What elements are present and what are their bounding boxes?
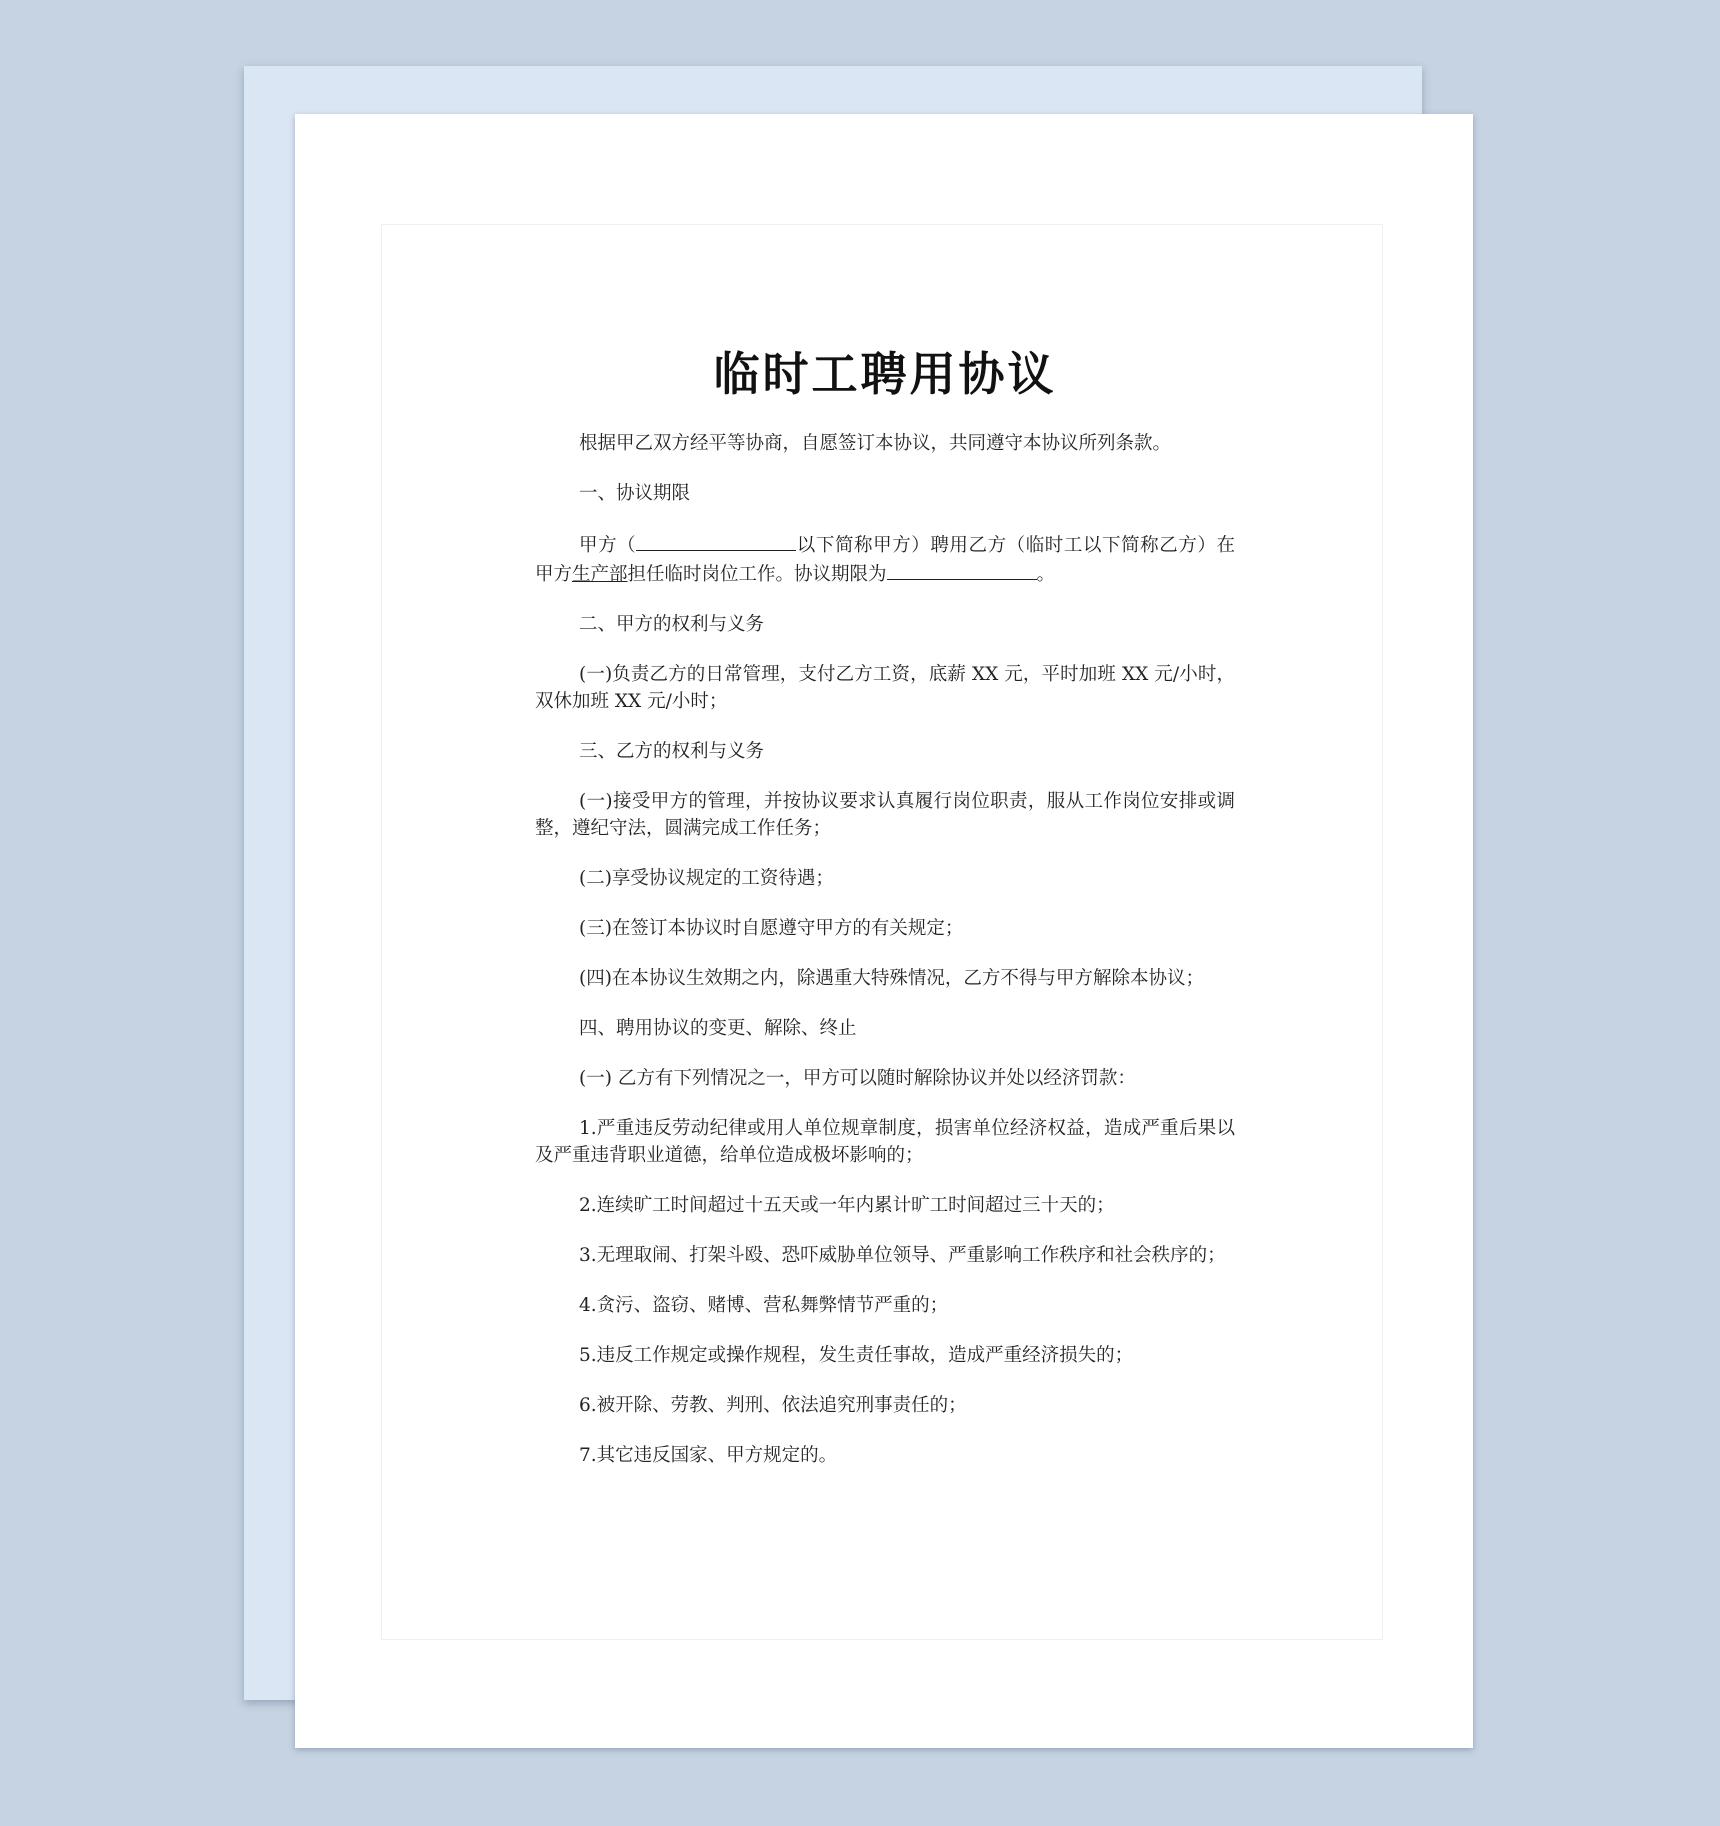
section3-heading: 三、乙方的权利与义务 <box>579 741 765 762</box>
section4-item: 2.连续旷工时间超过十五天或一年内累计旷工时间超过三十天的； <box>579 1195 1115 1216</box>
section3-item: (二)享受协议规定的工资待遇； <box>579 868 834 889</box>
term-period-blank[interactable] <box>887 559 1037 580</box>
section3-item: (一)接受甲方的管理，并按协议要求认真履行岗位职责，服从工作岗位安排或调整，遵纪守法，圆满完成工作任务； <box>535 791 1235 839</box>
document-title: 临时工聘用协议 <box>713 347 1057 401</box>
document-page <box>295 114 1473 1748</box>
section4-heading: 四、聘用协议的变更、解除、终止 <box>579 1018 857 1039</box>
section1-heading: 一、协议期限 <box>579 483 691 504</box>
document-body <box>535 344 1235 1492</box>
section3-item: (四)在本协议生效期之内，除遇重大特殊情况，乙方不得与甲方解除本协议； <box>579 968 1204 989</box>
section4-item: 4.贪污、盗窃、赌博、营私舞弊情节严重的； <box>579 1295 949 1316</box>
intro-paragraph: 根据甲乙双方经平等协商，自愿签订本协议，共同遵守本协议所列条款。 <box>579 433 1172 454</box>
party-a-name-blank[interactable] <box>636 530 796 551</box>
section4-subheading: (一) 乙方有下列情况之一，甲方可以随时解除协议并处以经济罚款： <box>579 1068 1136 1089</box>
section4-item: 5.违反工作规定或操作规程，发生责任事故，造成严重经济损失的； <box>579 1345 1134 1366</box>
section4-item: 3.无理取闹、打架斗殴、恐吓威胁单位领导、严重影响工作秩序和社会秩序的； <box>579 1245 1226 1266</box>
section4-item: 6.被开除、劳教、判刑、依法追究刑事责任的； <box>579 1395 967 1416</box>
department-underlined: 生产部 <box>572 564 628 585</box>
section4-item: 7.其它违反国家、甲方规定的。 <box>579 1445 838 1466</box>
section2-item: (一)负责乙方的日常管理，支付乙方工资，底薪 XX 元，平时加班 XX 元/小时，双休加班 XX 元/小时； <box>535 664 1235 712</box>
section2-heading: 二、甲方的权利与义务 <box>579 614 765 635</box>
section1-text-part3: 担任临时岗位工作。协议期限为 <box>627 564 887 585</box>
section3-item: (三)在签订本协议时自愿遵守甲方的有关规定； <box>579 918 964 939</box>
section1-text-part2: 以下简称甲方）聘用乙方（临时工以下简称乙方）在甲方 <box>535 535 1235 585</box>
section4-item: 1.严重违反劳动纪律或用人单位规章制度，损害单位经济权益，造成严重后果以及严重违背职业道德，给单位造成极坏影响的； <box>535 1118 1235 1166</box>
section1-text-part4: 。 <box>1036 564 1056 585</box>
section1-paragraph <box>535 530 1235 588</box>
section1-text-part1: 甲方（ <box>579 535 637 556</box>
